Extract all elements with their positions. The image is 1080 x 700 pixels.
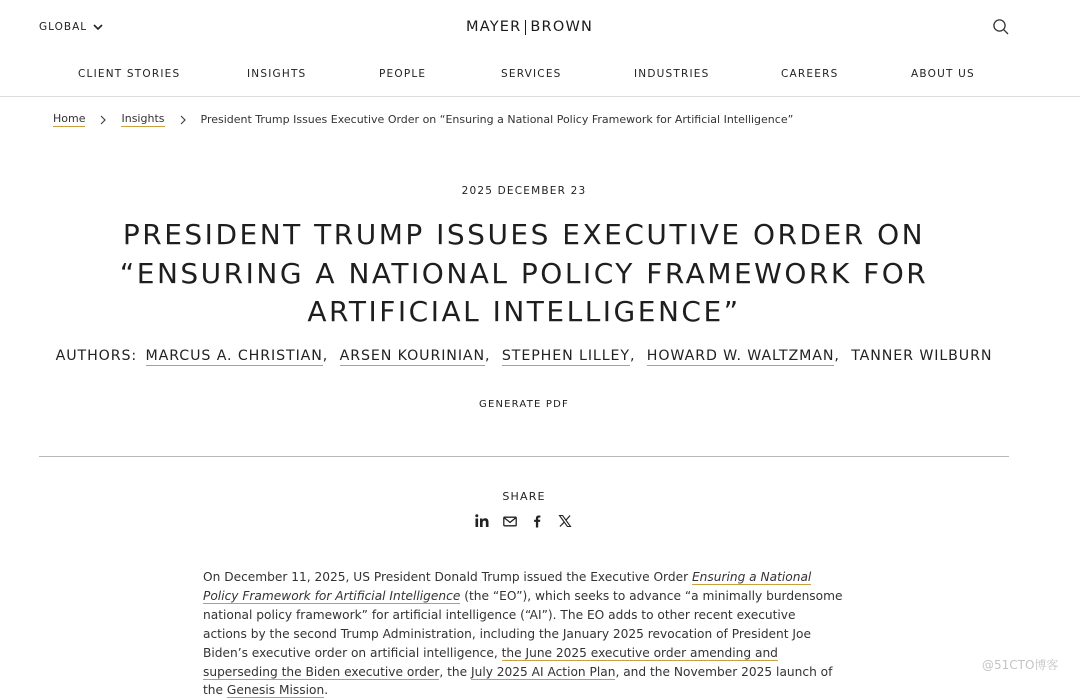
logo-left-word: MAYER [466,19,522,35]
mayer-brown-logo[interactable] [466,19,593,35]
author-name: TANNER WILBURN [851,348,993,364]
body-text: , and the November 2025 launch of the [203,664,833,698]
chevron-down-icon [93,24,103,31]
author-link[interactable]: ARSEN KOURINIAN [339,348,486,364]
chevron-right-icon [99,115,107,125]
author-link[interactable]: MARCUS A. CHRISTIAN [145,348,323,364]
authors-label: AUTHORS: [55,348,138,364]
nav-about-us[interactable]: ABOUT US [911,68,975,80]
author-separator: , [485,348,491,364]
nav-careers[interactable]: CAREERS [781,68,839,80]
body-text: , the [439,664,471,679]
author-separator: , [322,348,329,364]
breadcrumb [53,112,793,127]
author-link[interactable]: STEPHEN LILLEY [501,348,630,364]
main-navigation [0,68,1080,88]
nav-client-stories[interactable]: CLIENT STORIES [78,68,181,80]
site-header [0,0,1080,56]
breadcrumb-insights[interactable]: Insights [121,112,165,125]
section-divider [39,456,1009,457]
article-title: PRESIDENT TRUMP ISSUES EXECUTIVE ORDER ON “ENSURING A NATIONAL POLICY FRAMEWORK FOR ARTIFICIAL INTELLIGENCE” [119,218,929,328]
author-separator: , [629,348,636,364]
generate-pdf-button[interactable]: GENERATE PDF [479,399,569,410]
body-text: (the “EO”), which seeks to advance “a minimally burdensome national policy framework” for artificial intelligence (“AI”). The EO adds to other recent executive actions by the second Trump Administration, including the January 2025 revocation of President Joe Biden’s executive order on artificial intelligence, [203,588,843,660]
article-paragraph [203,568,843,700]
author-link[interactable]: HOWARD W. WALTZMAN [646,348,835,364]
june-eo-link[interactable]: the June 2025 executive order amending and superseding the Biden executive order [203,645,778,679]
article-authors [0,348,1048,364]
chevron-right-icon [179,115,187,125]
linkedin-icon[interactable] [474,513,490,529]
body-text: On December 11, 2025, US President Donald Trump issued the Executive Order [203,570,692,584]
nav-industries[interactable]: INDUSTRIES [634,68,710,80]
share-buttons [474,513,574,529]
author-separator: , [834,348,840,364]
share-label: SHARE [502,490,546,503]
body-text: . [324,683,329,698]
mail-icon[interactable] [502,513,518,529]
search-icon[interactable] [992,18,1010,36]
region-label: GLOBAL [39,21,88,33]
breadcrumb-home[interactable]: Home [53,112,86,125]
x-icon[interactable] [557,513,573,529]
nav-services[interactable]: SERVICES [501,68,562,80]
breadcrumb-current: President Trump Issues Executive Order on “Ensuring a National Policy Framework for Artificial Intelligence” [200,113,794,126]
region-selector[interactable] [39,21,103,33]
nav-people[interactable]: PEOPLE [379,68,427,80]
facebook-icon[interactable] [529,513,545,529]
action-plan-link[interactable]: July 2025 AI Action Plan [471,664,616,679]
eo-link[interactable]: Ensuring a National Policy Framework for Artificial Intelligence [203,570,812,603]
generate-pdf-wrap [0,399,1048,410]
nav-insights[interactable]: INSIGHTS [247,68,307,80]
watermark: @51CTO博客 [982,658,1059,672]
logo-divider [525,20,526,35]
logo-right-word: BROWN [530,19,594,35]
article-date: 2025 DECEMBER 23 [461,185,587,197]
nav-divider [0,96,1080,97]
genesis-mission-link[interactable]: Genesis Mission [226,683,325,698]
